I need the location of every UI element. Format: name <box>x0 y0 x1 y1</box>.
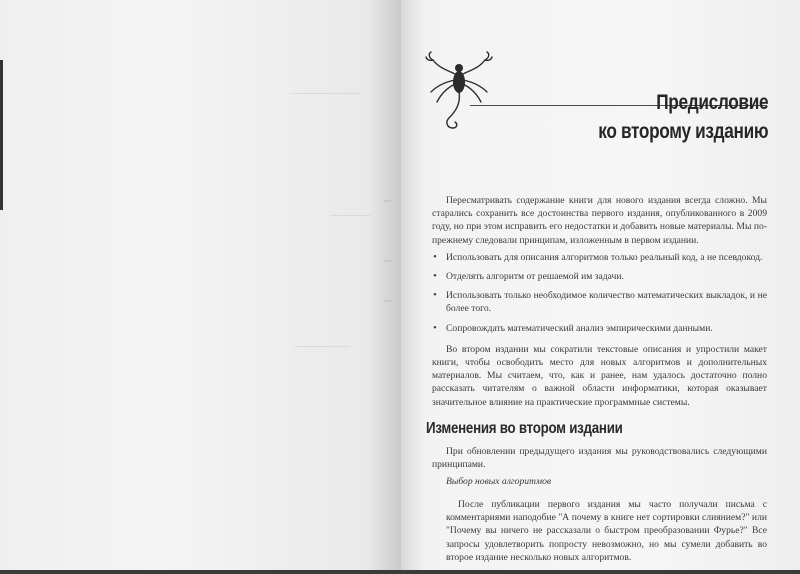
chapter-title <box>598 88 768 146</box>
bleed-through-line <box>330 215 370 216</box>
second-paragraph: Во втором издании мы сократили текстовые описания и упростили макет книги, чтобы освободить место для новых алгоритмов и дополнительных материалов. Мы считаем, что, как и ранее, нам удалось достаточно полно рассказать читателям о важной области информатики, которая оказывает значительное влияние на практические программные системы. <box>432 343 767 408</box>
intro-paragraph: Пересматривать содержание книги для нового издания всегда сложно. Мы старались сохранить все достоинства первого издания, опубликованного в 2009 году, но при этом исправить его недостатки и добавить новые материалы. Мы по-прежнему следовали принципам, изложенным в первом издании. <box>432 195 767 246</box>
chapter-title-line1: Предисловие <box>656 91 768 114</box>
section-body: После публикации первого издания мы часто получали письма с комментариями наподобие "А почему в книге нет сортировки слиянием?" или "Почему вы ничего не рассказали о быстром преобразовании Фурье?" Все запросы удовлетворить попросту невозможно, но мы сумели добавить во второе издание несколько новых алгоритмов. <box>446 499 767 563</box>
bleed-through-mark <box>384 300 392 302</box>
page-edge-shadow <box>0 60 3 210</box>
bleed-through-line <box>290 93 360 94</box>
left-page <box>0 0 401 570</box>
chapter-title-line2: ко второму изданию <box>598 120 768 143</box>
bleed-through-mark <box>384 260 392 262</box>
bleed-through-mark <box>384 200 392 202</box>
section-intro: При обновлении предыдущего издания мы руководствовались следующими принципами. <box>432 445 767 471</box>
subheading: Выбор новых алгоритмов <box>446 476 552 488</box>
bleed-through-line <box>295 346 350 347</box>
scorpion-icon <box>425 48 493 132</box>
page-content <box>426 194 767 574</box>
list-item: • Использовать для описания алгоритмов только реальный код, а не псевдокод. <box>432 251 767 264</box>
list-item: • Отделять алгоритм от решаемой им задачи. <box>432 270 767 283</box>
section-heading: Изменения во втором издании <box>426 419 623 437</box>
list-item: • Сопровождать математический анализ эмпирическими данными. <box>432 322 767 335</box>
principles-list <box>432 251 767 335</box>
list-item: • Использовать только необходимое количество математических выкладок, и не более того. <box>432 289 767 315</box>
